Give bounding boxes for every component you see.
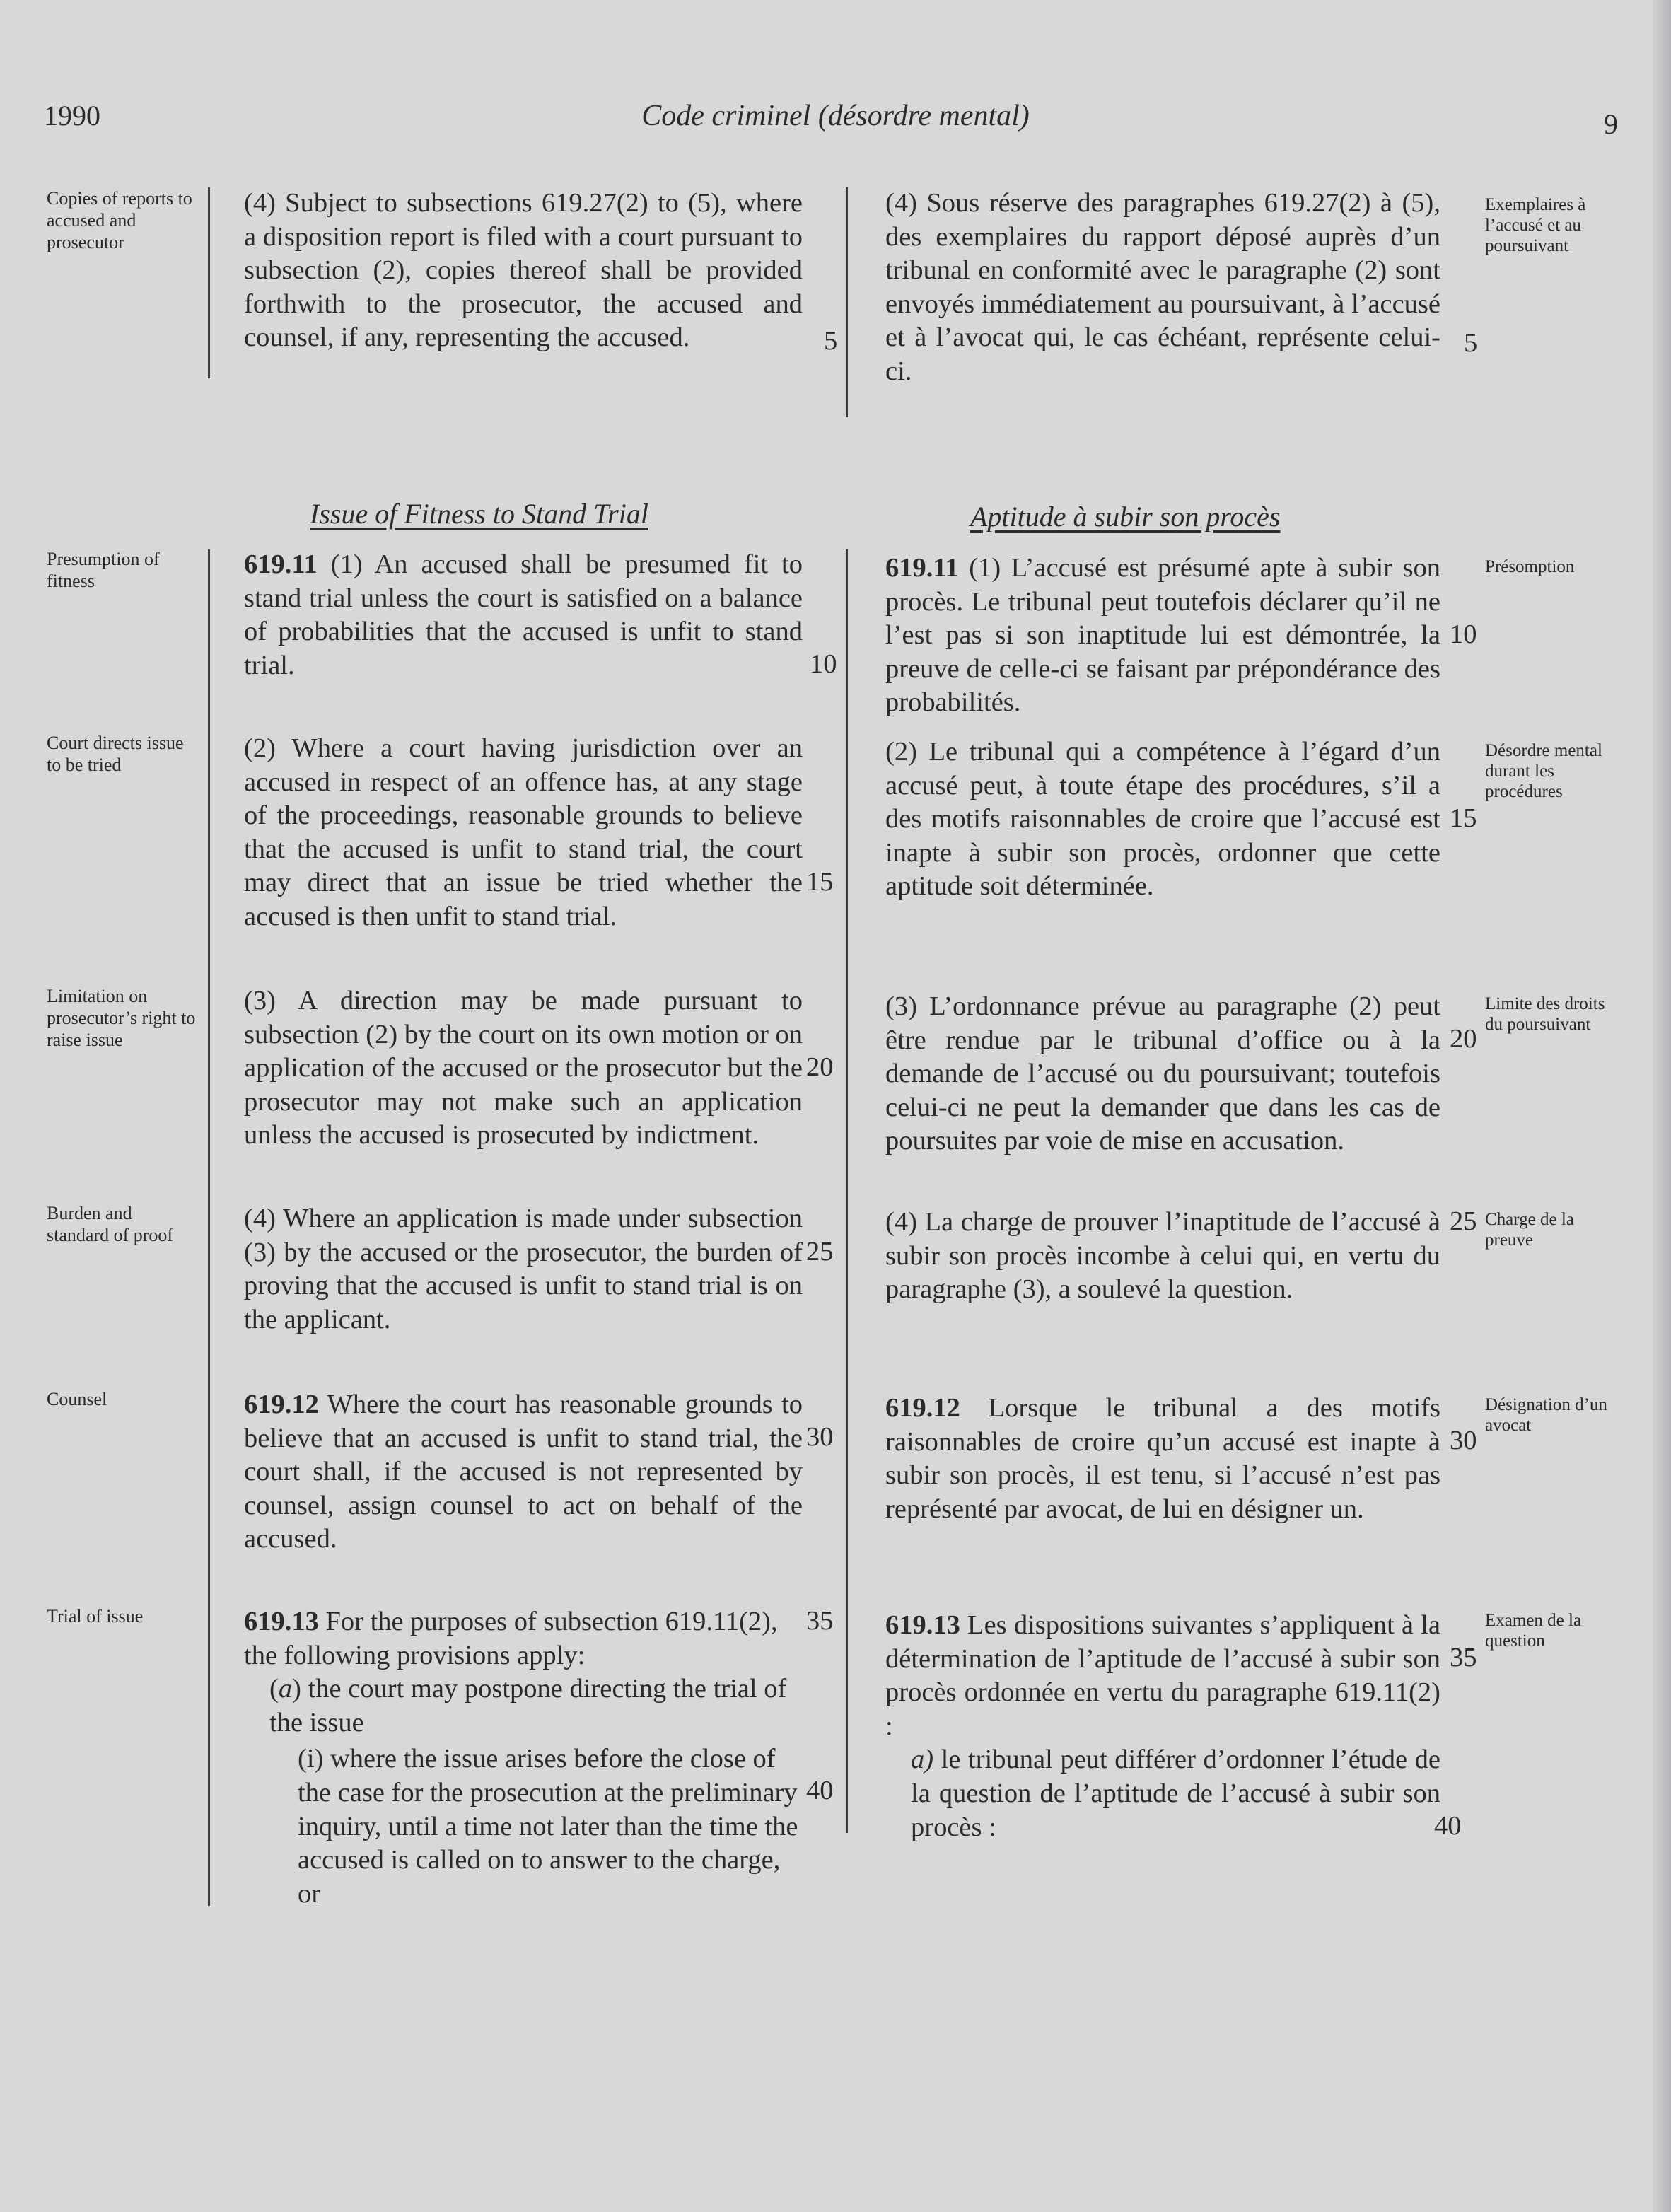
line-number-fr: 25 [1450,1206,1477,1236]
margin-note-fr-designation: Désignation d’un avocat [1485,1395,1607,1435]
header-year: 1990 [44,100,100,132]
margin-note-en-trial: Trial of issue [47,1606,144,1626]
page-edge-shadow [1653,0,1671,2212]
fr-paragraph-a: a) le tribunal peut différer d’ordonner l’étude de la question de l’aptitude de l’accusé à subir son procès : [911,1745,1440,1842]
margin-note-fr-examen: Examen de la question [1485,1611,1582,1651]
page-number: 9 [1604,108,1618,140]
fr-paragraph: (3) L’ordonnance prévue au paragraphe (2) peut être rendue par le tribunal d’office ou à la demande de l’accusé ou du poursuivant; toutefois celui-ci ne peut la demander que dans les cas de poursuites par voie de mise en accusation. [885,991,1440,1156]
fr-619-11-4 [885,1206,1440,1307]
fr-paragraph: 619.11 (1) L’accusé est présumé apte à subir son procès. Le tribunal peut toutefois déclarer qu’il ne l’est pas si son inaptitude lui est démontrée, la preuve de celle-ci se faisant par prépondérance des probabilités. [885,553,1440,718]
rule-center-2 [846,549,848,1833]
line-number-en: 15 [806,867,834,897]
margin-note-en-court-directs: Court directs issue to be tried [47,733,184,775]
fr-619-12 [885,1392,1440,1526]
line-number-en: 20 [806,1052,834,1082]
en-paragraph-a: (a) the court may postpone directing the trial of the issue [269,1674,787,1737]
line-number-fr: 5 [1464,328,1478,358]
line-number-fr: 20 [1450,1024,1477,1054]
line-number-en: 35 [806,1606,834,1636]
line-number-fr: 15 [1450,803,1477,833]
line-number-en: 10 [810,649,837,679]
en-paragraph: (2) Where a court having jurisdiction over an accused in respect of an offence has, at any stage of the proceedings, reasonable grounds to believe that the accused is unfit to stand trial, the court may direct that an issue be tried whether the accused is then unfit to stand trial. [244,733,803,931]
margin-note-en-limitation: Limitation on prosecutor’s right to raise issue [47,986,196,1050]
section-number: 619.11 [244,549,318,579]
fr-619-11-2 [885,735,1440,904]
en-619-11-2 [244,732,803,934]
fr-619-11-3 [885,990,1440,1158]
margin-note-fr-presomption: Présomption [1485,557,1575,576]
margin-note-fr-exemplaires: Exemplaires à l’accusé et au poursuivant [1485,195,1586,255]
section-number: 619.12 [244,1390,319,1419]
en-paragraph: (4) Where an application is made under subsection (3) by the accused or the prosecutor, the burden of proving that the accused is unfit to stand trial is on the applicant. [244,1204,803,1334]
fr-paragraph: (4) La charge de prouver l’inaptitude de l’accusé à subir son procès incombe à celui qui, en vertu du paragraphe (3), a soulevé la question. [885,1207,1440,1305]
line-number-fr: 10 [1450,619,1477,649]
en-619-11-3 [244,984,803,1153]
margin-note-fr-charge: Charge de la preuve [1485,1210,1574,1250]
heading-fr-aptitude: Aptitude à subir son procès [970,501,1281,532]
en-619-11-4 [244,1202,803,1337]
en-paragraph: 619.12 Where the court has reasonable grounds to believe that an accused is unfit to stand trial, the court shall, if the accused is not represented by counsel, assign counsel to act on behalf of the accused. [244,1390,803,1554]
line-number-fr: 30 [1450,1426,1477,1455]
margin-note-en-counsel: Counsel [47,1389,107,1409]
section-number: 619.13 [244,1607,319,1636]
margin-note-fr-desordre: Désordre mental durant les procédures [1485,741,1602,801]
fr-paragraph: (2) Le tribunal qui a compétence à l’égard d’un accusé peut, à toute étape des procédures, s’il a des motifs raisonnables de croire que l’accusé est inapte à subir son procès, ordonner que cette aptitude soit déterminée. [885,737,1440,902]
margin-note-en-presumption: Presumption of fitness [47,549,160,591]
en-paragraph: (3) A direction may be made pursuant to subsection (2) by the court on its own motion or on application of the accused or the prosecutor but the prosecutor may not make such an application unless the accused is prosecuted by indictment. [244,986,803,1151]
margin-note-en-burden: Burden and standard of proof [47,1203,174,1245]
fr-619-11-1 [885,552,1440,720]
en-paragraph-a-i: (i) where the issue arises before the close of the case for the prosecution at the preliminary inquiry, until a time not later than the time the accused is called on to answer to the charge, or [298,1744,798,1909]
fr-paragraph: 619.13 Les dispositions suivantes s’appliquent à la détermination de l’aptitude de l’accusé à subir son procès ordonnée en vertu du paragraphe 619.11(2) : [885,1610,1440,1741]
page-title: Code criminel (désordre mental) [641,100,1030,132]
en-619-12 [244,1388,803,1556]
line-number-en: 30 [806,1422,834,1452]
margin-note-en-copies: Copies of reports to accused and prosecutor [47,188,192,252]
en-619-11-1 [244,548,803,682]
en-619-13 [244,1605,803,1911]
fr-paragraph: (4) Sous réserve des paragraphes 619.27(2) à (5), des exemplaires du rapport déposé auprès d’un tribunal en conformité avec le paragraphe (2) sont envoyés immédiatement au poursuivant, à l’accusé et à l’avocat qui, le cas échéant, représente celui-ci. [885,188,1440,386]
rule-en-2 [208,549,210,1906]
section-number: 619.13 [885,1610,960,1640]
section-number: 619.11 [885,553,959,583]
rule-en-1 [208,187,210,378]
rule-center-1 [846,187,848,417]
en-619-10-4 [244,187,803,355]
en-paragraph: (4) Subject to subsections 619.27(2) to (5), where a disposition report is filed with a court pursuant to subsection (2), copies thereof shall be provided forthwith to the prosecutor, the accused and counsel, if any, representing the accused. [244,188,803,353]
heading-en-fitness: Issue of Fitness to Stand Trial [310,498,648,530]
line-number-en: 25 [806,1237,834,1267]
line-number-en: 40 [806,1776,834,1805]
margin-note-fr-limite: Limite des droits du poursuivant [1485,994,1605,1034]
fr-paragraph: 619.12 Lorsque le tribunal a des motifs raisonnables de croire qu’un accusé est inapte à subir son procès, il est tenu, si l’accusé n’est pas représenté par avocat, de lui en désigner un. [885,1393,1440,1524]
line-number-en: 5 [824,326,838,356]
line-number-fr: 35 [1450,1643,1477,1672]
section-number: 619.12 [885,1393,960,1423]
fr-619-10-4 [885,187,1440,389]
en-paragraph: 619.11 (1) An accused shall be presumed fit to stand trial unless the court is satisfied on a balance of probabilities that the accused is unfit to stand trial. [244,549,803,680]
en-paragraph: 619.13 For the purposes of subsection 619.11(2), the following provisions apply: [244,1607,778,1670]
fr-619-13 [885,1609,1440,1844]
line-number-fr: 40 [1434,1811,1462,1841]
